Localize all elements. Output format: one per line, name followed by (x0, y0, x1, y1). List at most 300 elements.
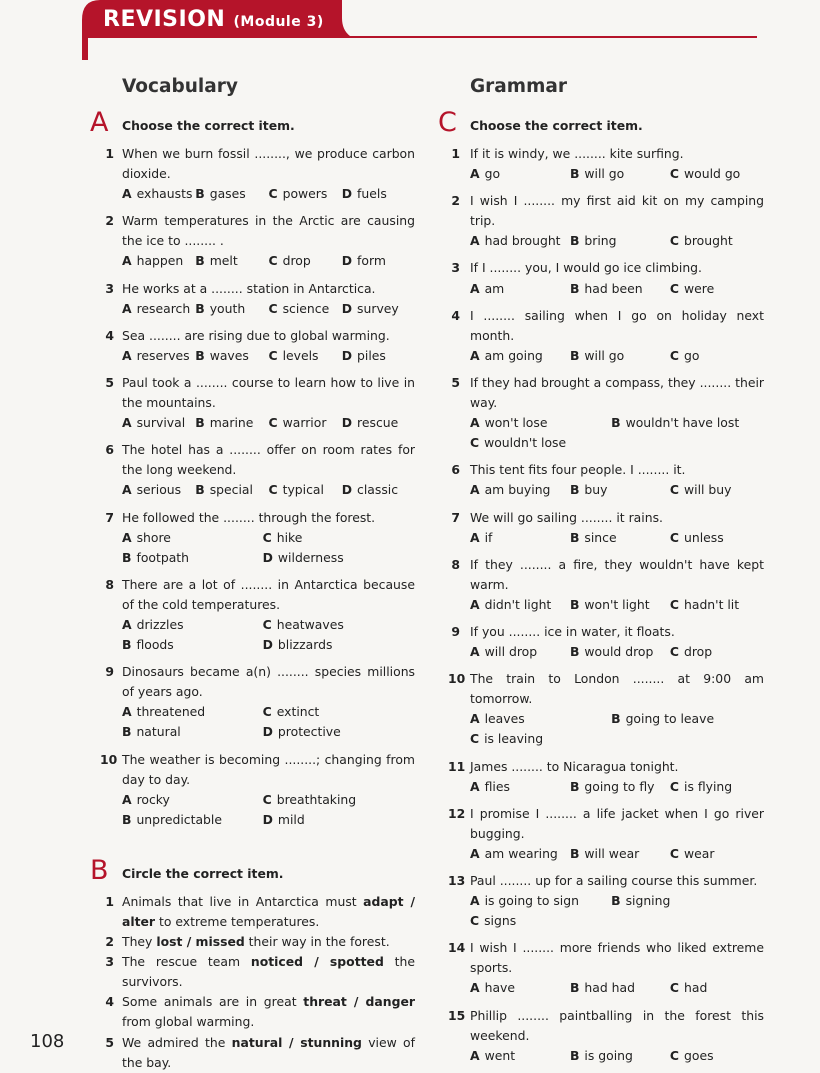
question-text: I ........ sailing when I go on holiday next month. (470, 307, 764, 343)
answer-option[interactable] (342, 251, 415, 271)
answer-option[interactable] (263, 548, 404, 568)
answer-option[interactable] (570, 1046, 670, 1066)
option-text: natural (136, 724, 181, 740)
option-text: go (684, 347, 700, 363)
answer-option[interactable] (342, 346, 415, 366)
answer-option[interactable] (470, 844, 570, 864)
option-letter: B (569, 166, 580, 182)
answer-option[interactable] (195, 346, 268, 366)
answer-option[interactable] (670, 164, 764, 184)
section-a-header (90, 107, 415, 144)
answer-options (122, 184, 415, 204)
option-text: powers (282, 186, 328, 202)
answer-option[interactable] (122, 299, 195, 319)
vocab-item-3 (100, 279, 415, 319)
option-text: is going (584, 1047, 633, 1063)
option-text: threatened (136, 704, 206, 720)
answer-option[interactable] (269, 184, 342, 204)
answer-options (470, 413, 764, 453)
option-text: hike (276, 529, 303, 545)
answer-option[interactable] (470, 433, 611, 453)
answer-option[interactable] (122, 184, 195, 204)
answer-options (470, 279, 764, 299)
option-letter: B (611, 415, 621, 431)
option-letter: B (122, 549, 132, 565)
answer-option[interactable] (570, 777, 670, 797)
answer-option[interactable] (195, 299, 268, 319)
answer-options (470, 528, 764, 548)
option-letter: D (262, 637, 273, 653)
sentence-start: The rescue team (122, 954, 251, 970)
answer-options (122, 413, 415, 433)
vocab-item-8 (100, 575, 415, 655)
option-text: is leaving (484, 731, 544, 747)
option-text: am (484, 280, 505, 296)
option-letter: B (195, 347, 205, 363)
vocabulary-column (90, 69, 415, 1073)
answer-option[interactable] (122, 702, 263, 722)
answer-option[interactable] (263, 635, 404, 655)
option-text: levels (282, 347, 319, 363)
option-text: fuels (357, 186, 387, 202)
question-text: Phillip ........ paintballing in the forest this weekend. (470, 1007, 764, 1043)
answer-option[interactable] (122, 251, 195, 271)
answer-option[interactable] (263, 528, 404, 548)
option-text: youth (209, 300, 246, 316)
option-letter: B (195, 482, 205, 498)
answer-option[interactable] (611, 709, 752, 729)
word-choice[interactable]: threat / danger (303, 994, 415, 1010)
answer-option[interactable] (670, 346, 764, 366)
option-text: gases (209, 186, 246, 202)
option-text: leaves (484, 711, 525, 727)
option-text: would go (684, 166, 741, 182)
option-letter: C (268, 253, 278, 269)
option-text: serious (136, 482, 182, 498)
sentence-text (122, 1033, 415, 1073)
grammar-item-9 (448, 622, 764, 662)
option-text: flies (484, 778, 510, 794)
question-text: When we burn fossil ........, we produce carbon dioxide. (122, 146, 415, 182)
option-letter: A (470, 778, 480, 794)
option-letter: A (470, 644, 480, 660)
answer-option[interactable] (342, 480, 415, 500)
answer-options (122, 790, 415, 830)
answer-option[interactable] (470, 891, 611, 911)
answer-option[interactable] (342, 413, 415, 433)
question-number: 10 (100, 751, 118, 767)
page-title (103, 7, 324, 32)
question-number: 8 (451, 556, 460, 572)
grammar-item-1 (448, 144, 764, 184)
option-text: shore (136, 529, 171, 545)
answer-option[interactable] (122, 810, 263, 830)
option-letter: B (569, 529, 580, 545)
answer-option[interactable] (269, 346, 342, 366)
option-text: waves (209, 347, 249, 363)
question-text: The weather is becoming ........; changing from day to day. (122, 751, 415, 787)
option-letter: A (470, 415, 480, 431)
option-text: unless (684, 529, 724, 545)
answer-option[interactable] (670, 844, 764, 864)
answer-options (122, 251, 415, 271)
vocab-item-2 (100, 211, 415, 271)
option-letter: C (470, 731, 480, 747)
option-text: breathtaking (276, 791, 357, 807)
option-text: melt (209, 253, 238, 269)
answer-option[interactable] (611, 891, 752, 911)
question-text: Paul ........ up for a sailing course this summer. (470, 873, 758, 888)
option-letter: A (122, 415, 132, 431)
option-text: will go (584, 166, 625, 182)
word-choice[interactable]: natural / stunning (231, 1034, 362, 1050)
section-a-instruction: Choose the correct item. (122, 118, 295, 133)
option-letter: B (195, 300, 205, 316)
grammar-item-6 (448, 460, 764, 500)
answer-options (470, 978, 764, 998)
option-letter: A (470, 980, 480, 996)
question-number: 3 (105, 280, 114, 296)
answer-option[interactable] (570, 844, 670, 864)
answer-option[interactable] (570, 279, 670, 299)
answer-option[interactable] (570, 528, 670, 548)
question-text: If it is windy, we ........ kite surfing. (470, 146, 684, 161)
answer-option[interactable] (122, 528, 263, 548)
option-letter: A (470, 233, 480, 249)
option-letter: C (262, 529, 272, 545)
question-text: Warm temperatures in the Arctic are causing the ice to ........ . (122, 213, 415, 249)
question-number: 4 (105, 994, 114, 1010)
answer-option[interactable] (470, 595, 570, 615)
option-letter: C (268, 347, 278, 363)
option-text: am going (484, 347, 543, 363)
option-letter: A (122, 791, 132, 807)
answer-option[interactable] (263, 702, 404, 722)
vocab-item-4 (100, 326, 415, 366)
option-letter: B (122, 811, 132, 827)
option-text: will go (584, 347, 625, 363)
answer-option[interactable] (470, 911, 611, 931)
option-text: drop (684, 644, 713, 660)
title-text: REVISION (103, 7, 226, 32)
option-letter: A (470, 893, 480, 909)
option-letter: A (122, 186, 132, 202)
question-number: 9 (451, 623, 460, 639)
option-letter: D (341, 415, 353, 431)
option-text: going to leave (625, 711, 715, 727)
option-text: didn't light (484, 596, 552, 612)
word-choice[interactable]: adapt / alter (122, 893, 415, 929)
sentence-text (122, 992, 415, 1032)
answer-option[interactable] (269, 299, 342, 319)
question-number: 2 (105, 934, 114, 950)
option-letter: C (669, 1047, 679, 1063)
answer-option[interactable] (670, 595, 764, 615)
answer-option[interactable] (470, 642, 570, 662)
sentence-end: to extreme temperatures. (155, 914, 320, 929)
option-text: classic (357, 482, 399, 498)
vocab-item-1 (100, 144, 415, 204)
option-letter: C (669, 482, 679, 498)
option-text: signs (484, 913, 517, 929)
option-letter: C (669, 596, 679, 612)
option-letter: C (669, 166, 679, 182)
option-text: drizzles (136, 616, 184, 632)
option-letter: C (669, 644, 679, 660)
option-letter: C (470, 435, 480, 451)
answer-option[interactable] (195, 184, 268, 204)
option-text: brought (684, 233, 733, 249)
option-text: typical (282, 482, 324, 498)
option-text: will wear (584, 845, 640, 861)
option-text: protective (277, 724, 341, 740)
circle-item-5 (100, 1033, 415, 1073)
answer-option[interactable] (670, 1046, 764, 1066)
answer-option[interactable] (122, 480, 195, 500)
answer-option[interactable] (570, 480, 670, 500)
answer-option[interactable] (263, 790, 404, 810)
answer-option[interactable] (263, 722, 404, 742)
answer-option[interactable] (263, 615, 404, 635)
answer-options (122, 615, 415, 655)
answer-options (470, 642, 764, 662)
answer-option[interactable] (670, 978, 764, 998)
answer-option[interactable] (470, 978, 570, 998)
answer-options (470, 595, 764, 615)
answer-option[interactable] (470, 231, 570, 251)
option-letter: C (669, 347, 679, 363)
sentence-end: the survivors. (122, 954, 415, 990)
answer-option[interactable] (342, 184, 415, 204)
answer-option[interactable] (122, 615, 263, 635)
grammar-item-4 (448, 306, 764, 366)
question-number: 1 (105, 146, 114, 161)
answer-option[interactable] (670, 642, 764, 662)
answer-options (470, 231, 764, 251)
option-letter: A (122, 616, 132, 632)
grammar-item-14 (448, 938, 764, 998)
question-number: 11 (448, 758, 466, 774)
option-text: extinct (276, 704, 320, 720)
option-text: will drop (484, 644, 538, 660)
word-choice[interactable]: noticed / spotted (250, 954, 384, 970)
option-text: went (484, 1047, 516, 1063)
option-letter: D (262, 549, 273, 565)
option-letter: B (611, 893, 621, 909)
option-letter: C (262, 616, 272, 632)
answer-option[interactable] (670, 279, 764, 299)
option-letter: A (470, 482, 480, 498)
option-letter: C (669, 233, 679, 249)
option-text: blizzards (277, 637, 333, 653)
option-text: if (484, 529, 493, 545)
answer-option[interactable] (470, 729, 611, 749)
question-number: 2 (105, 213, 114, 229)
question-text: We will go sailing ........ it rains. (470, 509, 663, 525)
answer-option[interactable] (195, 251, 268, 271)
option-text: won't lose (484, 415, 548, 431)
answer-option[interactable] (342, 299, 415, 319)
sentence-text (122, 932, 415, 952)
answer-options (470, 844, 764, 864)
question-number: 7 (105, 509, 114, 525)
option-letter: B (569, 347, 580, 363)
answer-option[interactable] (470, 777, 570, 797)
option-text: survey (357, 300, 399, 316)
option-text: wear (684, 845, 715, 861)
question-text: He works at a ........ station in Antarctica. (122, 280, 376, 296)
option-text: survival (136, 415, 186, 431)
option-letter: B (569, 233, 580, 249)
option-letter: C (268, 186, 278, 202)
answer-option[interactable] (470, 1046, 570, 1066)
option-text: piles (357, 347, 386, 363)
sentence-end: view of the bay. (122, 1034, 415, 1070)
option-text: would drop (584, 644, 654, 660)
answer-options (122, 702, 415, 742)
question-number: 5 (105, 374, 114, 390)
grammar-column (438, 69, 764, 1073)
option-text: had had (584, 980, 635, 996)
grammar-item-5 (448, 373, 764, 453)
answer-option[interactable] (570, 595, 670, 615)
answer-options (470, 777, 764, 797)
answer-option[interactable] (269, 251, 342, 271)
option-text: had been (584, 280, 643, 296)
answer-option[interactable] (570, 231, 670, 251)
option-text: signing (625, 893, 671, 909)
option-text: wouldn't have lost (625, 415, 740, 431)
answer-option[interactable] (122, 790, 263, 810)
option-text: wilderness (277, 549, 344, 565)
answer-options (122, 346, 415, 366)
answer-option[interactable] (269, 480, 342, 500)
answer-option[interactable] (195, 413, 268, 433)
option-letter: B (195, 253, 205, 269)
question-number: 4 (105, 327, 114, 343)
question-number: 6 (451, 462, 460, 478)
option-text: marine (209, 415, 254, 431)
grammar-item-13 (448, 871, 764, 931)
answer-option[interactable] (470, 164, 570, 184)
question-number: 13 (448, 873, 466, 888)
option-letter: C (669, 280, 679, 296)
option-text: won't light (584, 596, 650, 612)
answer-option[interactable] (570, 346, 670, 366)
option-letter: B (569, 1047, 580, 1063)
section-a-letter: A (90, 107, 109, 138)
option-letter: C (262, 791, 272, 807)
option-text: wouldn't lose (484, 435, 567, 451)
option-text: were (684, 280, 715, 296)
question-text: Dinosaurs became a(n) ........ species millions of years ago. (122, 664, 415, 700)
answer-options (470, 1046, 764, 1066)
option-text: drop (282, 253, 311, 269)
answer-option[interactable] (470, 480, 570, 500)
vocab-item-5 (100, 373, 415, 433)
question-text: Paul took a ........ course to learn how to live in the mountains. (122, 374, 415, 411)
question-number: 10 (448, 671, 466, 687)
question-number: 5 (105, 1034, 114, 1050)
answer-option[interactable] (122, 346, 195, 366)
answer-option[interactable] (122, 413, 195, 433)
answer-option[interactable] (670, 528, 764, 548)
option-text: buy (584, 482, 608, 498)
answer-option[interactable] (470, 709, 611, 729)
option-letter: B (569, 280, 580, 296)
option-text: form (357, 253, 386, 269)
answer-option[interactable] (122, 722, 263, 742)
option-letter: D (262, 724, 273, 740)
answer-options (470, 709, 764, 749)
section-b-header (90, 854, 415, 892)
option-letter: C (268, 415, 278, 431)
option-text: since (584, 529, 617, 545)
section-b-instruction: Circle the correct item. (122, 865, 284, 881)
question-text: He followed the ........ through the forest. (122, 509, 376, 525)
option-text: rocky (136, 791, 170, 807)
option-letter: A (470, 596, 480, 612)
option-text: goes (684, 1047, 714, 1063)
option-letter: C (669, 778, 679, 794)
grammar-title: Grammar (470, 76, 567, 97)
question-number: 7 (451, 509, 460, 525)
option-text: heatwaves (276, 616, 344, 632)
word-choice[interactable]: lost / missed (156, 934, 245, 950)
question-number: 6 (105, 442, 114, 458)
answer-option[interactable] (470, 413, 611, 433)
answer-option[interactable] (670, 480, 764, 500)
answer-option[interactable] (470, 346, 570, 366)
answer-option[interactable] (670, 777, 764, 797)
option-text: had (684, 980, 708, 996)
answer-option[interactable] (195, 480, 268, 500)
sentence-start: We admired the (122, 1034, 232, 1050)
option-text: going to fly (584, 778, 655, 794)
option-letter: B (569, 644, 580, 660)
option-text: exhausts (136, 186, 193, 202)
question-text: If you ........ ice in water, it floats. (470, 623, 675, 639)
section-b-list (100, 892, 415, 1073)
question-number: 1 (105, 893, 114, 909)
question-text: There are a lot of ........ in Antarctica because of the cold temperatures. (122, 576, 415, 612)
question-number: 4 (451, 307, 460, 323)
answer-option[interactable] (122, 635, 263, 655)
answer-option[interactable] (611, 413, 752, 433)
option-text: warrior (282, 415, 327, 431)
question-number: 1 (451, 146, 460, 161)
option-letter: B (569, 845, 580, 861)
question-number: 14 (448, 940, 466, 956)
answer-option[interactable] (263, 810, 404, 830)
option-text: mild (277, 811, 305, 827)
answer-option[interactable] (470, 528, 570, 548)
grammar-item-11 (448, 757, 764, 797)
answer-option[interactable] (122, 548, 263, 568)
answer-option[interactable] (570, 642, 670, 662)
option-letter: D (341, 253, 353, 269)
answer-option[interactable] (570, 164, 670, 184)
answer-option[interactable] (670, 231, 764, 251)
question-text: If they had brought a compass, they ........ their way. (470, 374, 764, 411)
vocab-item-6 (100, 440, 415, 500)
option-text: is flying (684, 778, 733, 794)
answer-option[interactable] (570, 978, 670, 998)
circle-item-2 (100, 932, 415, 952)
answer-option[interactable] (470, 279, 570, 299)
answer-option[interactable] (269, 413, 342, 433)
option-letter: A (122, 529, 132, 545)
